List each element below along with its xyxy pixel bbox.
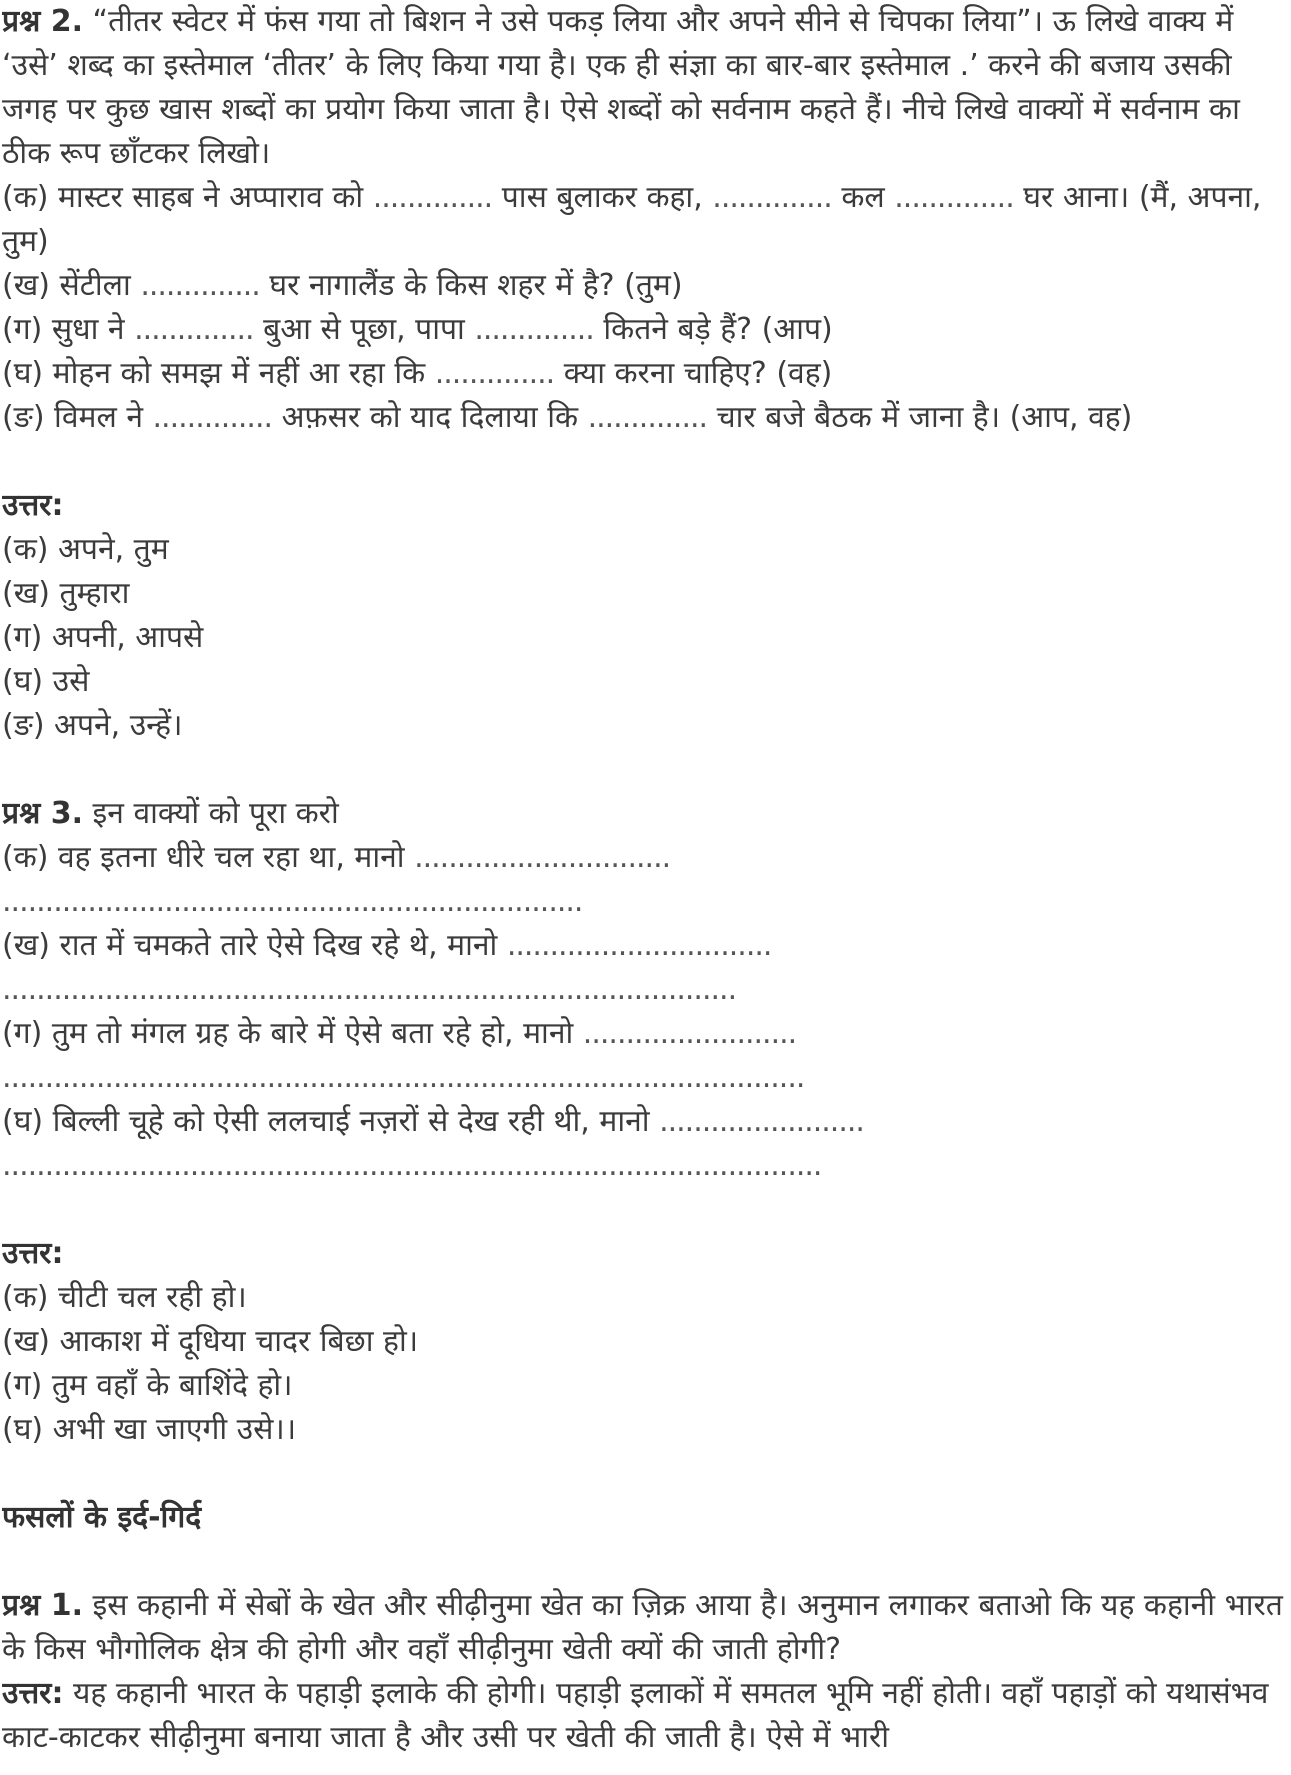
item-text: (ग) सुधा ने (2, 312, 135, 347)
question-2-item-gha (2, 352, 1286, 396)
blank: .............. (712, 180, 832, 215)
answer-item: (घ) उसे (2, 664, 90, 699)
item-text: (क) मास्टर साहब ने अप्पाराव को (2, 180, 373, 215)
section-question-1-text: इस कहानी में सेबों के खेत और सीढ़ीनुमा खेत का ज़िक्र आया है। अनुमान लगाकर बताओ कि यह कहानी भारत के किस भौगोलिक क्षेत्र की होगी और वहाँ सीढ़ीनुमा खेती क्यों की जाती होगी? (2, 1588, 1283, 1667)
item-text: अफ़सर को याद दिलाया कि (272, 400, 588, 435)
answer-item: (क) चीटी चल रही हो। (2, 1280, 247, 1315)
question-2-item-kha (2, 264, 1286, 308)
question-3-item-kha (2, 924, 1286, 968)
question-2-answer-label: उत्तर: (2, 488, 64, 523)
question-3-item-ga (2, 1012, 1286, 1056)
question-2-text: “तीतर स्वेटर में फंस गया तो बिशन ने उसे पकड़ लिया और अपने सीने से चिपका लिया”। ऊ लिखे वाक्य में ‘उसे’ शब्द का इस्तेमाल ‘तीतर’ के लिए किया गया है। एक ही संज्ञा का बार-बार इस्तेमाल .’ करने की बजाय उसकी जगह पर कुछ खास शब्दों का प्रयोग किया जाता है। ऐसे शब्दों को सर्वनाम कहते हैं। नीचे लिखे वाक्यों में सर्वनाम का ठीक रूप छाँटकर लिखो। (2, 4, 1240, 171)
item-text: (ग) तुम तो मंगल ग्रह के बारे में ऐसे बता रहे हो, मानो (2, 1016, 583, 1051)
item-text: (ख) सेंटीला (2, 268, 141, 303)
item-text: (ख) रात में चमकते तारे ऐसे दिख रहे थे, मानो (2, 928, 507, 963)
section-question-1-answer (2, 1672, 1286, 1760)
blank: .................................................................... (2, 884, 583, 919)
answer-item: (ङ) अपने, उन्हें। (2, 708, 183, 743)
item-text: (घ) मोहन को समझ में नहीं आ रहा कि (2, 356, 435, 391)
section-question-1-answer-text: यह कहानी भारत के पहाड़ी इलाके की होगी। पहाड़ी इलाकों में समतल भूमि नहीं होती। वहाँ पहाड़ों को यथासंभव काट-काटकर सीढ़ीनुमा बनाया जाता है और उसी पर खेती की जाती है। ऐसे में भारी (2, 1676, 1269, 1755)
question-2-item-ga (2, 308, 1286, 352)
question-2-item-ka (2, 176, 1286, 264)
blank: ................................................................................................ (2, 1148, 822, 1183)
question-3-item-ka (2, 836, 1286, 880)
item-text: (ङ) विमल ने (2, 400, 153, 435)
item-text: क्या करना चाहिए? (वह) (554, 356, 833, 391)
blank: .............. (152, 400, 273, 435)
section-question-1-answer-label: उत्तर: (2, 1676, 64, 1711)
answer-item: (क) अपने, तुम (2, 532, 169, 567)
document-page (2, 0, 1286, 1775)
blank: ............................... (506, 928, 772, 963)
item-text: (क) वह इतना धीरे चल रहा था, मानो (2, 840, 415, 875)
question-3 (2, 792, 1286, 836)
blank: .............. (894, 180, 1014, 215)
question-3-text: इन वाक्यों को पूरा करो (92, 796, 339, 831)
question-2-label: प्रश्न 2. (2, 4, 83, 39)
answer-item: (ग) अपनी, आपसे (2, 620, 204, 655)
question-3-item-gha-blank (2, 1144, 1286, 1188)
question-3-item-ga-blank (2, 1056, 1286, 1100)
blank: .............. (140, 268, 260, 303)
answer-item: (ग) तुम वहाँ के बाशिंदे हो। (2, 1368, 293, 1403)
item-text: बुआ से पूछा, पापा (253, 312, 475, 347)
item-text: (घ) बिल्ली चूहे को ऐसी ललचाई नज़रों से देख रही थी, मानो (2, 1104, 660, 1139)
answer-item: (ख) तुम्हारा (2, 576, 130, 611)
blank: .............. (474, 312, 594, 347)
item-text: कल (831, 180, 895, 215)
question-3-item-gha (2, 1100, 1286, 1144)
section-question-1 (2, 1584, 1286, 1672)
question-2 (2, 0, 1286, 176)
blank: .............. (372, 180, 493, 215)
question-3-item-ka-blank (2, 880, 1286, 924)
item-text: कितने बड़े हैं? (आप) (593, 312, 833, 347)
blank: ......................... (582, 1016, 797, 1051)
section-question-1-label: प्रश्न 1. (2, 1588, 83, 1623)
blank: .............. (434, 356, 555, 391)
question-3-item-kha-blank (2, 968, 1286, 1012)
item-text: घर आना। (मैं, अपना, तुम) (2, 180, 1262, 259)
answer-item: (ख) आकाश में दूधिया चादर बिछा हो। (2, 1324, 419, 1359)
blank: .............................................................................................. (2, 1060, 805, 1095)
question-3-answer-label: उत्तर: (2, 1236, 64, 1271)
blank: .............................. (414, 840, 671, 875)
blank: .............. (134, 312, 254, 347)
section-title: फसलों के इर्द-गिर्द (2, 1500, 202, 1535)
question-3-label: प्रश्न 3. (2, 796, 83, 831)
blank: ........................ (659, 1104, 864, 1139)
item-text: घर नागालैंड के किस शहर में है? (तुम) (259, 268, 683, 303)
blank: .............. (587, 400, 708, 435)
item-text: पास बुलाकर कहा, (492, 180, 713, 215)
blank: ...................................................................................... (2, 972, 737, 1007)
answer-item: (घ) अभी खा जाएगी उसे।। (2, 1412, 297, 1447)
question-2-item-nga (2, 396, 1286, 440)
item-text: चार बजे बैठक में जाना है। (आप, वह) (707, 400, 1133, 435)
